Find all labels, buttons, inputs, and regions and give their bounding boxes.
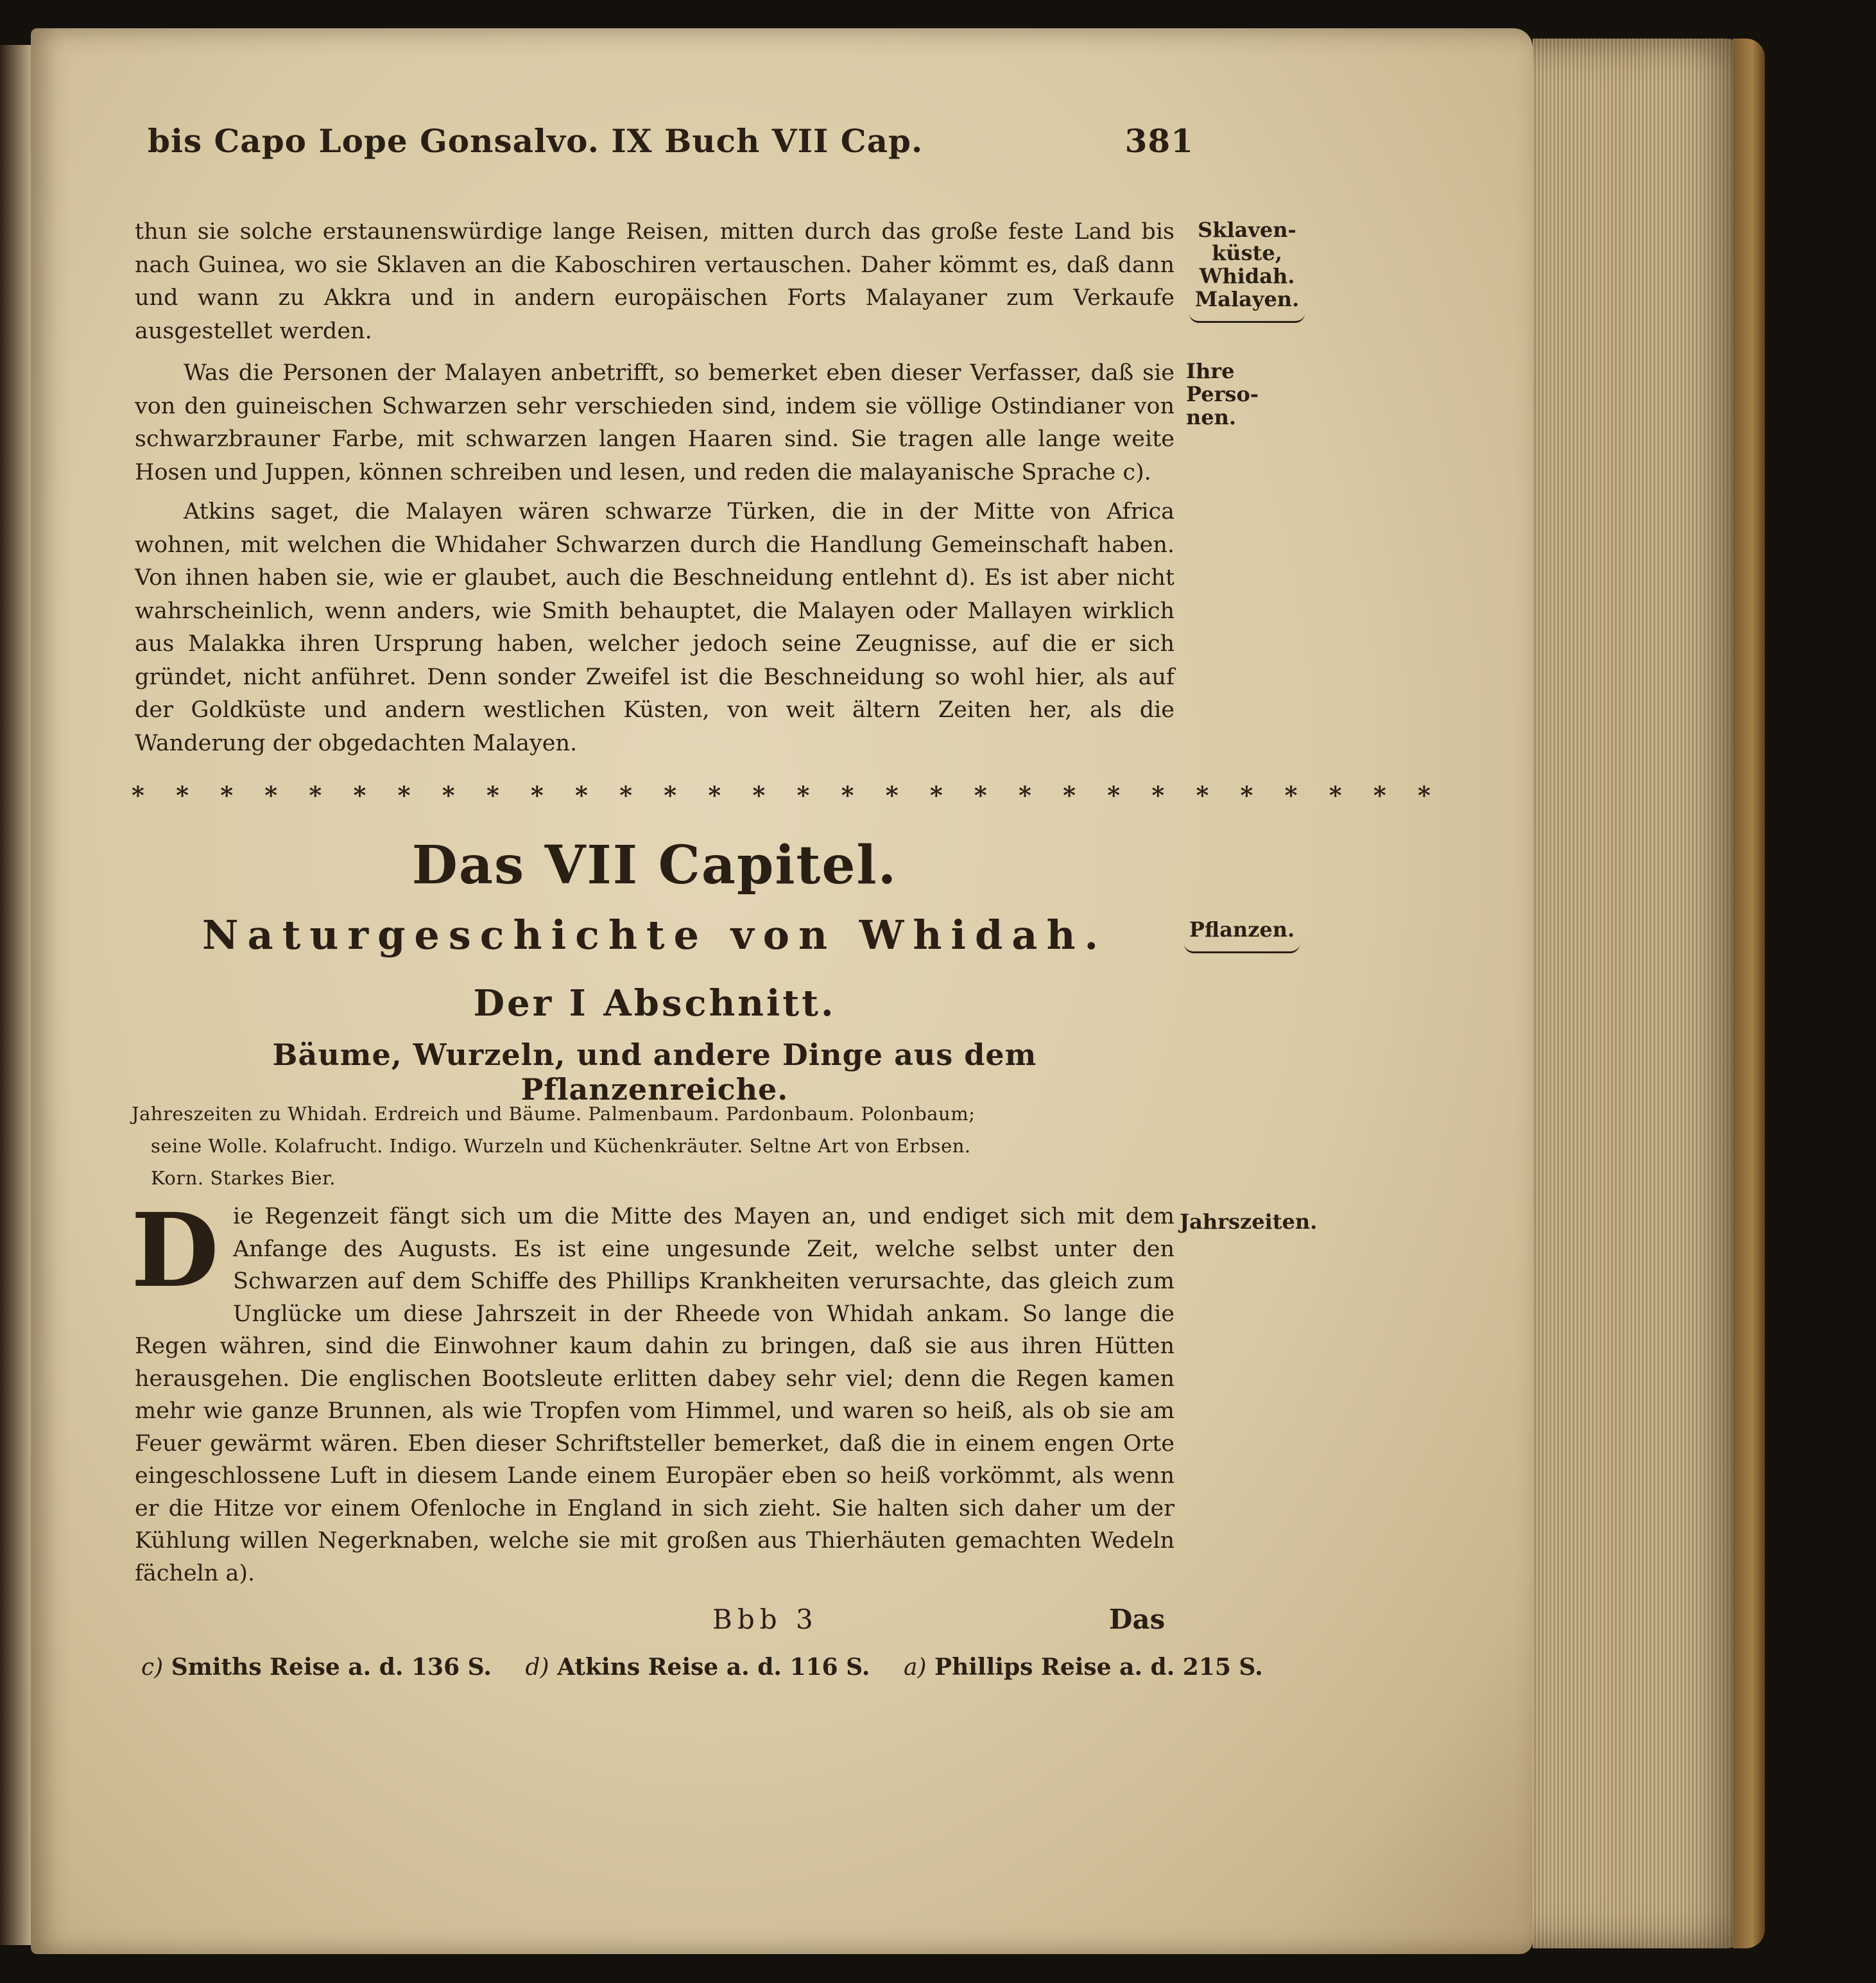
margin-note: Sklaven- küste, Whidah. Malayen. <box>1186 218 1308 323</box>
paragraph-3: Atkins saget, die Malayen wären schwarze Türken, die in der Mitte von Africa wohnen, mit welchen die Whidaher Schwarzen durch die Handlung Gemeinschaft haben. Von ihnen haben sie, wie er glaubet, auch die Beschneidung entlehnt d). Es ist aber nicht wahrscheinlich, wenn anders, wie Smith behauptet, die Malayen oder Mallayen wirklich aus Malakka ihren Ursprung haben, welcher jedoch seine Zeugnisse, auf die er sich gründet, nicht anführet. Denn sonder Zweifel ist die Beschneidung so wohl hier, als auf der Goldküste und andern westlichen Küsten, von weit ältern Zeiten her, als die Wanderung der obgedachten Malayen. <box>135 499 1175 756</box>
signature-mark: Bbb 3 <box>712 1604 818 1635</box>
section-subtitle: Bäume, Wurzeln, und andere Dinge aus dem Pflanzenreiche. <box>272 1037 1037 1107</box>
chapter-title: Das VII Capitel. <box>411 835 898 896</box>
summary-line: seine Wolle. Kolafrucht. Indigo. Wurzeln und Küchenkräuter. Seltne Art von Erbsen. <box>151 1135 971 1157</box>
brace-mark <box>1189 313 1305 323</box>
footnotes <box>141 1654 1263 1681</box>
left-page-edge <box>0 45 31 1945</box>
paragraph-1: thun sie solche erstaunenswürdige lange Reisen, mitten durch das große feste Land bis nach Guinea, wo sie Sklaven an die Kaboschiren vertauschen. Daher kömmt es, daß dann und wann zu Akkra und in andern europäischen Forts Malayaner zum Verkaufe ausgestellet werden. <box>135 219 1175 344</box>
page-number: 381 <box>1124 122 1194 160</box>
footnote: a) Phillips Reise a. d. 215 S. <box>903 1654 1263 1681</box>
chapter-subtitle: Naturgeschichte von Whidah. <box>202 912 1108 958</box>
section-heading: Der I Abschnitt. <box>473 982 836 1025</box>
margin-note: Jahrszeiten. <box>1180 1209 1318 1234</box>
drop-cap: D <box>131 1191 219 1310</box>
paragraph-2: Was die Personen der Malayen anbetrifft, so bemerket eben dieser Verfasser, daß sie von den guineischen Schwarzen sehr verschieden sind, indem sie völlige Ostindianer von schwarzbrauner Farbe, mit schwarzen langen Haaren sind. Sie tragen alle lange weite Hosen und Juppen, können schreiben und lesen, und reden die malayanische Sprache c). <box>135 360 1175 485</box>
main-text-body: ie Regenzeit fängt sich um die Mitte des Mayen an, und endiget sich mit dem Anfange des Augusts. Es ist eine ungesunde Zeit, welche selbst unter den Schwarzen auf dem Schiffe des Phillips Krankheiten verursachte, das gleich zum Unglücke um diese Jahrszeit in der Rheede von Whidah ankam. So lange die Regen währen, sind die Einwohner kaum dahin zu bringen, daß sie aus ihren Hütten herausgehen. Die englischen Bootsleute erlitten dabey sehr viel; denn die Regen kamen mehr wie ganze Brunnen, als wie Tropfen vom Himmel, und waren so heiß, als ob sie am Feuer gewärmt wären. Eben dieser Schriftsteller bemerket, daß die in einem engen Orte eingeschlossene Luft in diesem Lande einem Europäer eben so heiß vorkömmt, als wenn er die Hitze vor einem Ofenloche in England in sich zieht. Sie halten sich daher um der Kühlung willen Negerknaben, welche sie mit großen aus Thierhäuten gemachten Wedeln fächeln a). <box>135 1204 1175 1586</box>
footnote: c) Smiths Reise a. d. 136 S. <box>141 1654 492 1681</box>
brace-mark <box>1184 944 1300 953</box>
running-head <box>148 122 1194 180</box>
footnote: d) Atkins Reise a. d. 116 S. <box>525 1654 870 1681</box>
page-fore-edge <box>1533 39 1751 1948</box>
margin-note: Pflanzen. <box>1178 918 1306 953</box>
summary-line: Korn. Starkes Bier. <box>151 1167 336 1189</box>
book-cover <box>1733 39 1765 1948</box>
catchword: Das <box>1109 1604 1166 1635</box>
running-head-title: bis Capo Lope Gonsalvo. IX Buch VII Cap. <box>148 122 924 160</box>
chapter-summary <box>132 1098 1171 1194</box>
summary-line: Jahreszeiten zu Whidah. Erdreich und Bäume. Palmenbaum. Pardonbaum. Polonbaum; <box>132 1103 976 1125</box>
main-text <box>131 1191 1175 1589</box>
star-separator: * * * * * * * * * * * * * * * * * * * * * * * * * * * * * * <box>132 781 1442 810</box>
margin-note: Ihre Perso- nen. <box>1186 359 1259 429</box>
